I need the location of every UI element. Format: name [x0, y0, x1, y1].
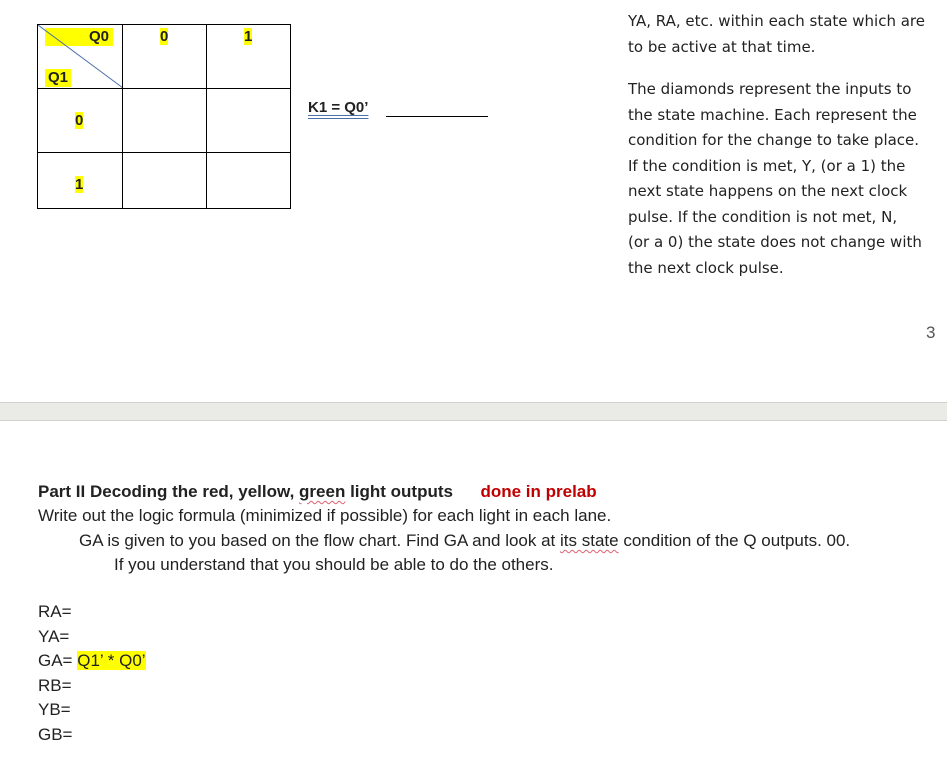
diamond-description-paragraph [628, 77, 938, 281]
text-line: the state machine. Each represent the [628, 105, 917, 124]
equation-yb [38, 698, 146, 723]
part2-heading [38, 480, 597, 504]
kmap-col-label-1: 1 [244, 28, 253, 45]
kmap-row-var: Q1 [48, 69, 69, 86]
heading-green: green [299, 482, 346, 501]
text-line: pulse. If the condition is not met, N, [628, 207, 898, 226]
part2-instruction-line2 [79, 529, 850, 553]
equation-label: RA= [38, 602, 72, 621]
text-line: (or a 0) the state does not change with [628, 233, 922, 251]
text-line: to be active at that time. [628, 37, 816, 56]
karnaugh-map [37, 24, 291, 209]
text-line: If the condition is met, Y, (or a 1) the [628, 156, 906, 175]
part2-instruction-line1: Write out the logic formula (minimized if possible) for each light in each lane. [38, 506, 612, 525]
equation-ya [38, 625, 146, 650]
equation-gb [38, 723, 146, 748]
kmap-col-var: Q0 [89, 28, 110, 45]
line2-its-state: its state [560, 531, 619, 550]
kmap-col-label-0: 0 [160, 28, 169, 45]
k1-equation-text: K1 = Q0’ [308, 99, 369, 116]
equation-label: GB= [38, 724, 73, 744]
equation-ga-value: Q1’ * Q0’ [77, 651, 146, 670]
equation-label: RB= [38, 675, 72, 695]
kmap-row-label-1: 1 [75, 176, 84, 193]
text-line: next state happens on the next clock [628, 182, 908, 200]
text-line: The diamonds represent the inputs to [628, 80, 912, 98]
k1-answer-line [386, 116, 488, 117]
equation-label: YB= [38, 700, 71, 719]
part2-instruction-line3: If you understand that you should be able to do the others. [114, 555, 554, 574]
line2-prefix: GA is given to you based on the flow chart. Find GA and look at [79, 531, 561, 550]
heading-prefix: Part II Decoding the red, yellow, [38, 482, 300, 501]
equations-list [38, 600, 146, 747]
prelab-note: done in prelab [480, 482, 597, 501]
kmap-row-label-0: 0 [75, 112, 84, 129]
page-number: 3 [926, 323, 936, 342]
k1-equation [308, 99, 368, 116]
equation-label: YA= [38, 626, 70, 646]
equation-ra [38, 600, 146, 625]
equation-rb [38, 674, 146, 699]
equation-ga [38, 649, 146, 674]
heading-suffix: light outputs [345, 482, 453, 501]
text-line: condition for the change to take place. [628, 131, 920, 149]
equation-label: GA= [38, 651, 73, 670]
text-line: the next clock pulse. [628, 258, 784, 277]
line2-suffix: condition of the Q outputs. 00. [618, 531, 851, 550]
text-line: YA, RA, etc. within each state which are [628, 12, 925, 30]
state-description-paragraph [628, 9, 938, 60]
page-break-separator [0, 402, 947, 421]
